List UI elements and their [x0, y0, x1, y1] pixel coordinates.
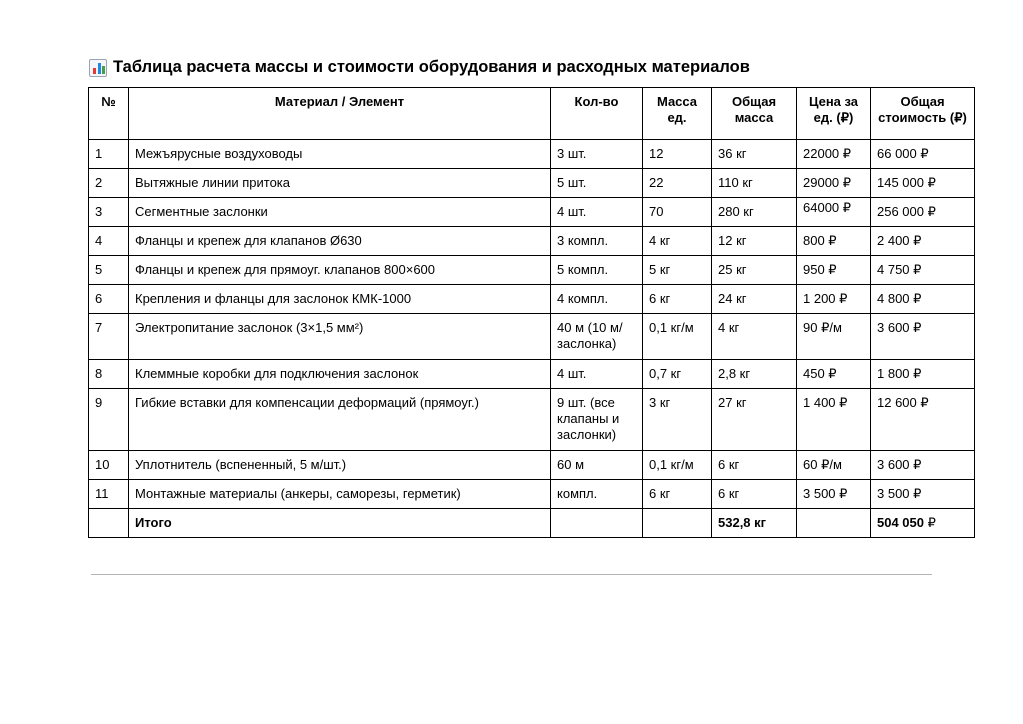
header-cell-unit-price: Цена за ед. (₽) — [797, 88, 871, 140]
unit-price-cell: 29000 ₽ — [797, 169, 871, 198]
unit-price-cell: 22000 ₽ — [797, 140, 871, 169]
material-name-cell: Сегментные заслонки — [129, 198, 551, 227]
quantity-cell: 4 компл. — [551, 285, 643, 314]
header-cell-number: № — [89, 88, 129, 140]
material-name-cell: Электропитание заслонок (3×1,5 мм²) — [129, 314, 551, 360]
total-cost-cell: 4 800 ₽ — [871, 285, 975, 314]
total-cost-currency: ₽ — [927, 515, 936, 530]
material-name-cell: Фланцы и крепеж для прямоуг. клапанов 800×600 — [129, 256, 551, 285]
row-number-cell: 10 — [89, 451, 129, 480]
quantity-cell: 60 м — [551, 451, 643, 480]
material-name-cell: Клеммные коробки для подключения заслонок — [129, 360, 551, 389]
quantity-cell: 5 компл. — [551, 256, 643, 285]
quantity-cell: 3 компл. — [551, 227, 643, 256]
total-mass-cell: 4 кг — [712, 314, 797, 360]
material-name-cell: Фланцы и крепеж для клапанов Ø630 — [129, 227, 551, 256]
total-mass-cell: 6 кг — [712, 451, 797, 480]
quantity-cell: 9 шт. (все клапаны и заслонки) — [551, 389, 643, 451]
total-mass-cell: 12 кг — [712, 227, 797, 256]
unit-price-cell: 90 ₽/м — [797, 314, 871, 360]
quantity-cell: 3 шт. — [551, 140, 643, 169]
table-header-row — [89, 88, 975, 140]
total-unit-price-cell — [797, 509, 871, 538]
total-cost-cell: 66 000 ₽ — [871, 140, 975, 169]
total-mass-cell: 110 кг — [712, 169, 797, 198]
table-row — [89, 314, 975, 360]
total-label: Итого — [129, 509, 551, 538]
table-row — [89, 198, 975, 227]
total-cost-cell: 3 600 ₽ — [871, 451, 975, 480]
total-cost-cell: 3 600 ₽ — [871, 314, 975, 360]
unit-mass-cell: 70 — [643, 198, 712, 227]
total-cost-cell: 1 800 ₽ — [871, 360, 975, 389]
total-mass: 532,8 кг — [712, 509, 797, 538]
header-cell-quantity: Кол-во — [551, 88, 643, 140]
total-quantity-cell — [551, 509, 643, 538]
unit-mass-cell: 6 кг — [643, 285, 712, 314]
table-row — [89, 285, 975, 314]
total-mass-cell: 24 кг — [712, 285, 797, 314]
quantity-cell: 5 шт. — [551, 169, 643, 198]
material-name-cell: Уплотнитель (вспененный, 5 м/шт.) — [129, 451, 551, 480]
material-name-cell: Гибкие вставки для компенсации деформаций (прямоуг.) — [129, 389, 551, 451]
table-row — [89, 256, 975, 285]
total-mass-cell: 25 кг — [712, 256, 797, 285]
material-name-cell: Вытяжные линии притока — [129, 169, 551, 198]
row-number-cell: 5 — [89, 256, 129, 285]
unit-price-cell: 950 ₽ — [797, 256, 871, 285]
total-mass-cell: 36 кг — [712, 140, 797, 169]
unit-price-cell: 1 200 ₽ — [797, 285, 871, 314]
table-row — [89, 140, 975, 169]
unit-mass-cell: 4 кг — [643, 227, 712, 256]
header-cell-total-cost: Общая стоимость (₽) — [871, 88, 975, 140]
total-unit-mass-cell — [643, 509, 712, 538]
row-number-cell: 3 — [89, 198, 129, 227]
total-cost-value: 504 050 — [877, 515, 924, 530]
row-number-cell: 8 — [89, 360, 129, 389]
total-cost-cell: 145 000 ₽ — [871, 169, 975, 198]
header-cell-total-mass: Общая масса — [712, 88, 797, 140]
total-number-cell — [89, 509, 129, 538]
total-cost-cell: 2 400 ₽ — [871, 227, 975, 256]
unit-price-cell: 60 ₽/м — [797, 451, 871, 480]
material-name-cell: Монтажные материалы (анкеры, саморезы, герметик) — [129, 480, 551, 509]
document-title — [89, 58, 750, 77]
total-cost-cell: 256 000 ₽ — [871, 198, 975, 227]
total-cost-cell: 4 750 ₽ — [871, 256, 975, 285]
unit-price-cell: 64000 ₽ — [797, 194, 871, 223]
table-row — [89, 227, 975, 256]
total-cost-cell: 12 600 ₽ — [871, 389, 975, 451]
table-row — [89, 480, 975, 509]
horizontal-divider — [91, 574, 932, 575]
quantity-cell: 4 шт. — [551, 198, 643, 227]
document-title-text: Таблица расчета массы и стоимости оборудования и расходных материалов — [113, 58, 750, 76]
unit-mass-cell: 22 — [643, 169, 712, 198]
total-cost-cell — [871, 509, 975, 538]
unit-price-cell: 800 ₽ — [797, 227, 871, 256]
unit-mass-cell: 0,7 кг — [643, 360, 712, 389]
total-mass-cell: 280 кг — [712, 198, 797, 227]
total-mass-cell: 6 кг — [712, 480, 797, 509]
unit-mass-cell: 0,1 кг/м — [643, 451, 712, 480]
row-number-cell: 4 — [89, 227, 129, 256]
material-name-cell: Крепления и фланцы для заслонок КМК-1000 — [129, 285, 551, 314]
bar-chart-icon — [89, 59, 107, 77]
total-cost-cell: 3 500 ₽ — [871, 480, 975, 509]
quantity-cell: компл. — [551, 480, 643, 509]
row-number-cell: 1 — [89, 140, 129, 169]
table-row — [89, 451, 975, 480]
header-cell-material: Материал / Элемент — [129, 88, 551, 140]
table-row — [89, 360, 975, 389]
unit-mass-cell: 5 кг — [643, 256, 712, 285]
row-number-cell: 6 — [89, 285, 129, 314]
unit-price-cell: 1 400 ₽ — [797, 389, 871, 451]
row-number-cell: 7 — [89, 314, 129, 360]
unit-mass-cell: 0,1 кг/м — [643, 314, 712, 360]
unit-price-cell: 450 ₽ — [797, 360, 871, 389]
table-row — [89, 389, 975, 451]
row-number-cell: 2 — [89, 169, 129, 198]
row-number-cell: 9 — [89, 389, 129, 451]
row-number-cell: 11 — [89, 480, 129, 509]
unit-mass-cell: 12 — [643, 140, 712, 169]
quantity-cell: 4 шт. — [551, 360, 643, 389]
quantity-cell: 40 м (10 м/ заслонка) — [551, 314, 643, 360]
cost-table — [88, 87, 975, 538]
material-name-cell: Межъярусные воздуховоды — [129, 140, 551, 169]
unit-mass-cell: 3 кг — [643, 389, 712, 451]
unit-price-cell: 3 500 ₽ — [797, 480, 871, 509]
total-mass-cell: 27 кг — [712, 389, 797, 451]
header-cell-unit-mass: Масса ед. — [643, 88, 712, 140]
unit-mass-cell: 6 кг — [643, 480, 712, 509]
total-mass-cell: 2,8 кг — [712, 360, 797, 389]
table-total-row — [89, 509, 975, 538]
